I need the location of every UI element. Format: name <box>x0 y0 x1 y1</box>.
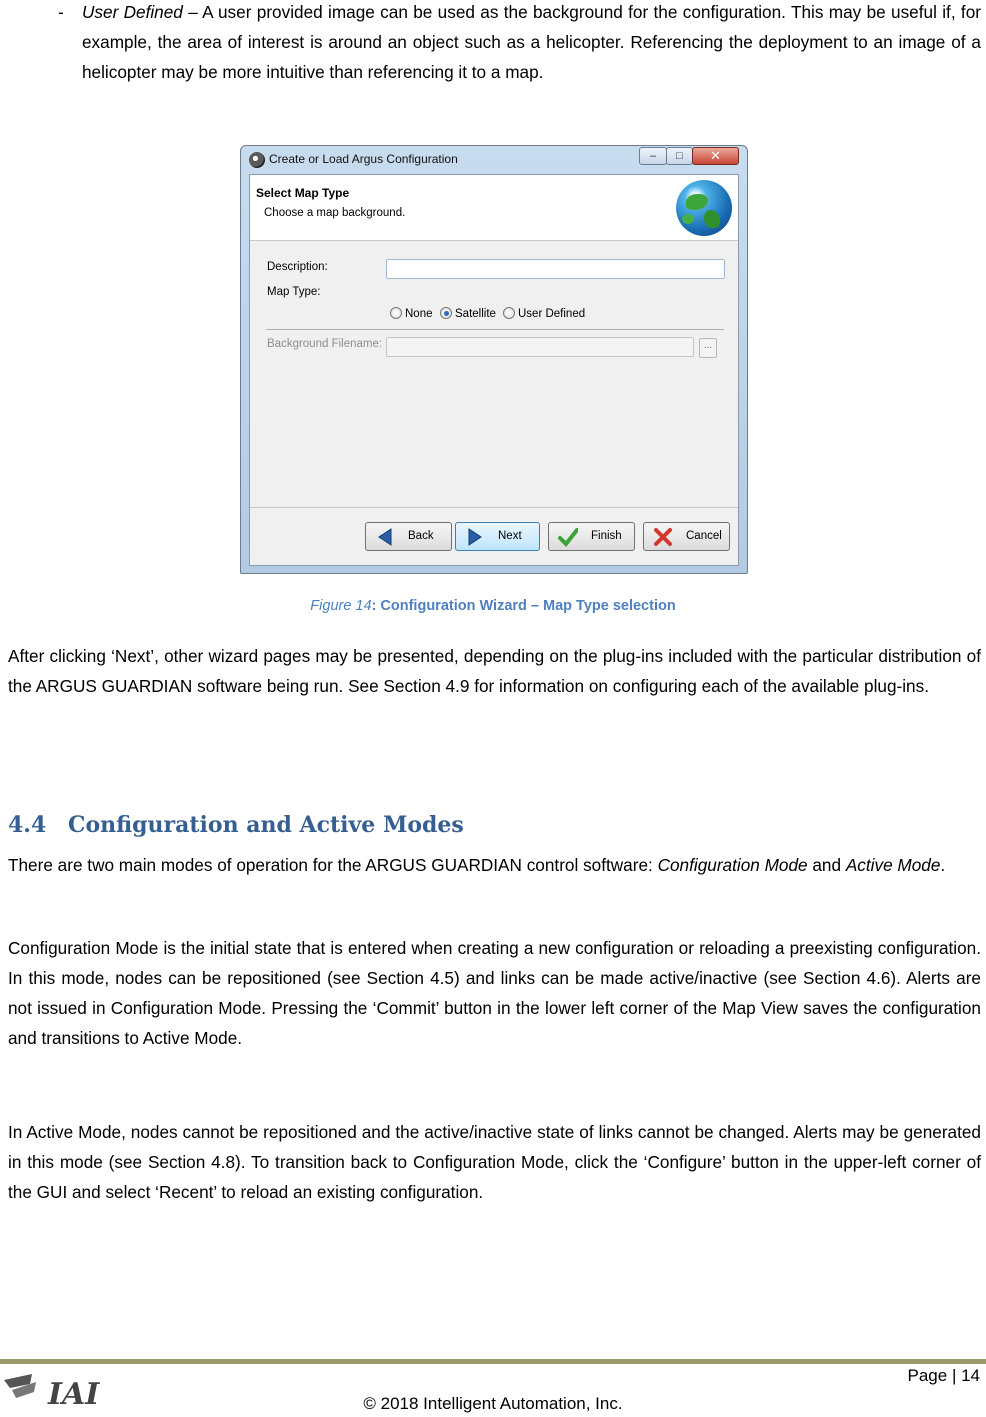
dialog-client <box>249 174 739 566</box>
wizard-dialog <box>240 145 748 574</box>
button-separator <box>250 507 738 508</box>
maximize-button[interactable]: □ <box>666 147 693 165</box>
figure-caption <box>0 598 986 614</box>
radio-none[interactable]: None <box>390 307 433 320</box>
next-button[interactable]: Next <box>455 522 540 551</box>
footer-rule <box>0 1359 986 1364</box>
back-arrow-icon <box>375 527 395 547</box>
wizard-step-title: Select Map Type <box>256 186 350 200</box>
checkmark-icon <box>558 527 578 547</box>
next-arrow-icon <box>465 527 485 547</box>
separator <box>266 329 724 330</box>
wizard-header <box>250 175 738 241</box>
mode-active: Active Mode <box>845 855 941 875</box>
bullet-text <box>82 0 981 87</box>
map-type-label: Map Type: <box>267 286 321 298</box>
background-filename-label: Background Filename: <box>267 338 383 350</box>
finish-button[interactable]: Finish <box>548 522 635 551</box>
radio-user-defined[interactable]: User Defined <box>503 307 585 320</box>
globe-icon <box>676 180 732 236</box>
section-title: Configuration and Active Modes <box>68 812 464 838</box>
back-button[interactable]: Back <box>365 522 452 551</box>
app-icon <box>249 152 265 168</box>
browse-button[interactable]: ... <box>699 338 717 358</box>
para-configuration-mode: Configuration Mode is the initial state that is entered when creating a new configuration or reloading a preexisting configuration. In this mode, nodes can be repositioned (see Section 4.5) and links can be made active/inactive (see Section 4.6). Alerts are not issued in Configuration Mode. Pressing the ‘Commit’ button in the lower left corner of the Map View saves the configuration and transitions to Active Mode. <box>8 938 981 1048</box>
bullet-term: User Defined <box>82 2 183 22</box>
radio-user-defined-circle <box>503 307 515 319</box>
minimize-button[interactable]: – <box>639 147 667 165</box>
radio-satellite-circle <box>440 307 452 319</box>
bullet-body: – A user provided image can be used as the background for the configuration. This may be useful if, for example, the area of interest is around an object such as a helicopter. Referencing the deployment to an image of a helicopter may be more intuitive than referencing it to a map. <box>82 2 981 82</box>
bullet-item <box>0 0 986 122</box>
radio-satellite[interactable]: Satellite <box>440 307 496 320</box>
logo-text: IAI <box>48 1377 100 1410</box>
section-heading <box>8 812 464 838</box>
caption-prefix: Figure 14 <box>310 598 372 614</box>
caption-text: : Configuration Wizard – Map Type selection <box>371 598 676 614</box>
description-label: Description: <box>267 261 328 273</box>
para-active-mode: In Active Mode, nodes cannot be repositioned and the active/inactive state of links cannot be changed. Alerts may be generated in this mode (see Section 4.8). To transition back to Configuration Mode, click the ‘Configure’ button in the upper-left corner of the GUI and select ‘Recent’ to reload an existing configuration. <box>8 1122 981 1202</box>
wizard-step-subtitle: Choose a map background. <box>264 207 406 219</box>
cancel-button[interactable]: Cancel <box>643 522 730 551</box>
background-filename-input[interactable] <box>386 337 694 357</box>
cancel-x-icon <box>653 527 673 547</box>
page-number: Page | 14 <box>907 1366 980 1385</box>
modes-intro: There are two main modes of operation for the ARGUS GUARDIAN control software: Configuration Mode and Active Mode. <box>8 855 946 875</box>
mode-configuration: Configuration Mode <box>657 855 808 875</box>
description-input[interactable] <box>386 259 725 279</box>
radio-none-circle <box>390 307 402 319</box>
section-number: 4.4 <box>8 812 47 838</box>
close-button[interactable]: ✕ <box>692 147 739 165</box>
dialog-titlebar <box>241 146 747 174</box>
bullet-dash: - <box>58 2 64 22</box>
para-after-figure: After clicking ‘Next’, other wizard pages may be presented, depending on the plug-ins included with the particular distribution of the ARGUS GUARDIAN software being run. See Section 4.9 for information on configuring each of the available plug-ins. <box>8 646 981 696</box>
copyright: © 2018 Intelligent Automation, Inc. <box>363 1394 623 1413</box>
dialog-title: Create or Load Argus Configuration <box>269 152 458 166</box>
